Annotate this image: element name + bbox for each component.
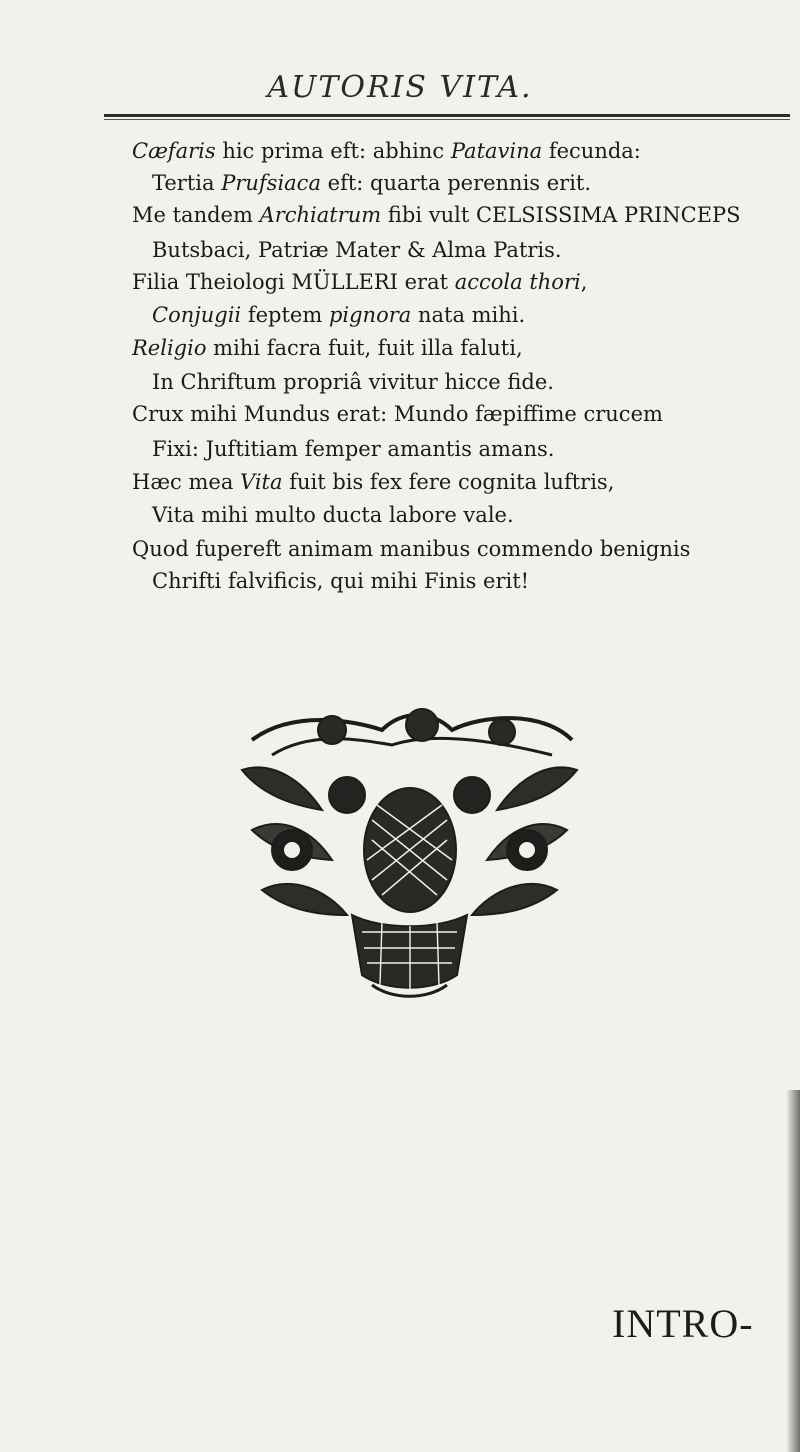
- verse-line-6: Conjugii feptem pignora nata mihi.: [152, 303, 526, 327]
- verse-line-13: Quod fupereft animam manibus commendo benignis: [132, 537, 691, 561]
- catchword: INTRO-: [612, 1301, 754, 1346]
- floral-basket-ornament-icon: [232, 700, 587, 1000]
- verse-line-14: Chrifti falvificis, qui mihi Finis erit!: [152, 569, 530, 593]
- verse-line-11: Hæc mea Vita fuit bis fex fere cognita luftris,: [132, 470, 615, 494]
- verse-line-8: In Chriftum propriâ vivitur hicce fide.: [152, 370, 554, 394]
- verse-line-2: Tertia Prufsiaca eft: quarta perennis erit.: [152, 171, 592, 195]
- verse-line-5: Filia Theiologi MÜLLERI erat accola thori,: [132, 270, 588, 294]
- verse-line-7: Religio mihi facra fuit, fuit illa faluti,: [132, 336, 523, 360]
- page-edge-shadow: [786, 1090, 800, 1452]
- header-rule-thin: [104, 119, 790, 120]
- verse-line-9: Crux mihi Mundus erat: Mundo fæpiffime crucem: [132, 402, 663, 426]
- running-title: AUTORIS VITA.: [267, 70, 533, 105]
- verse-line-1: Cæfaris hic prima eft: abhinc Patavina fecunda:: [132, 139, 641, 163]
- header-rule-thick: [104, 114, 790, 117]
- verse-line-3: Me tandem Archiatrum fibi vult CELSISSIMA PRINCEPS: [132, 203, 741, 227]
- verse-line-12: Vita mihi multo ducta labore vale.: [152, 503, 514, 527]
- verse-line-10: Fixi: Juftitiam femper amantis amans.: [152, 437, 555, 461]
- verse-line-4: Butsbaci, Patriæ Mater & Alma Patris.: [152, 238, 562, 262]
